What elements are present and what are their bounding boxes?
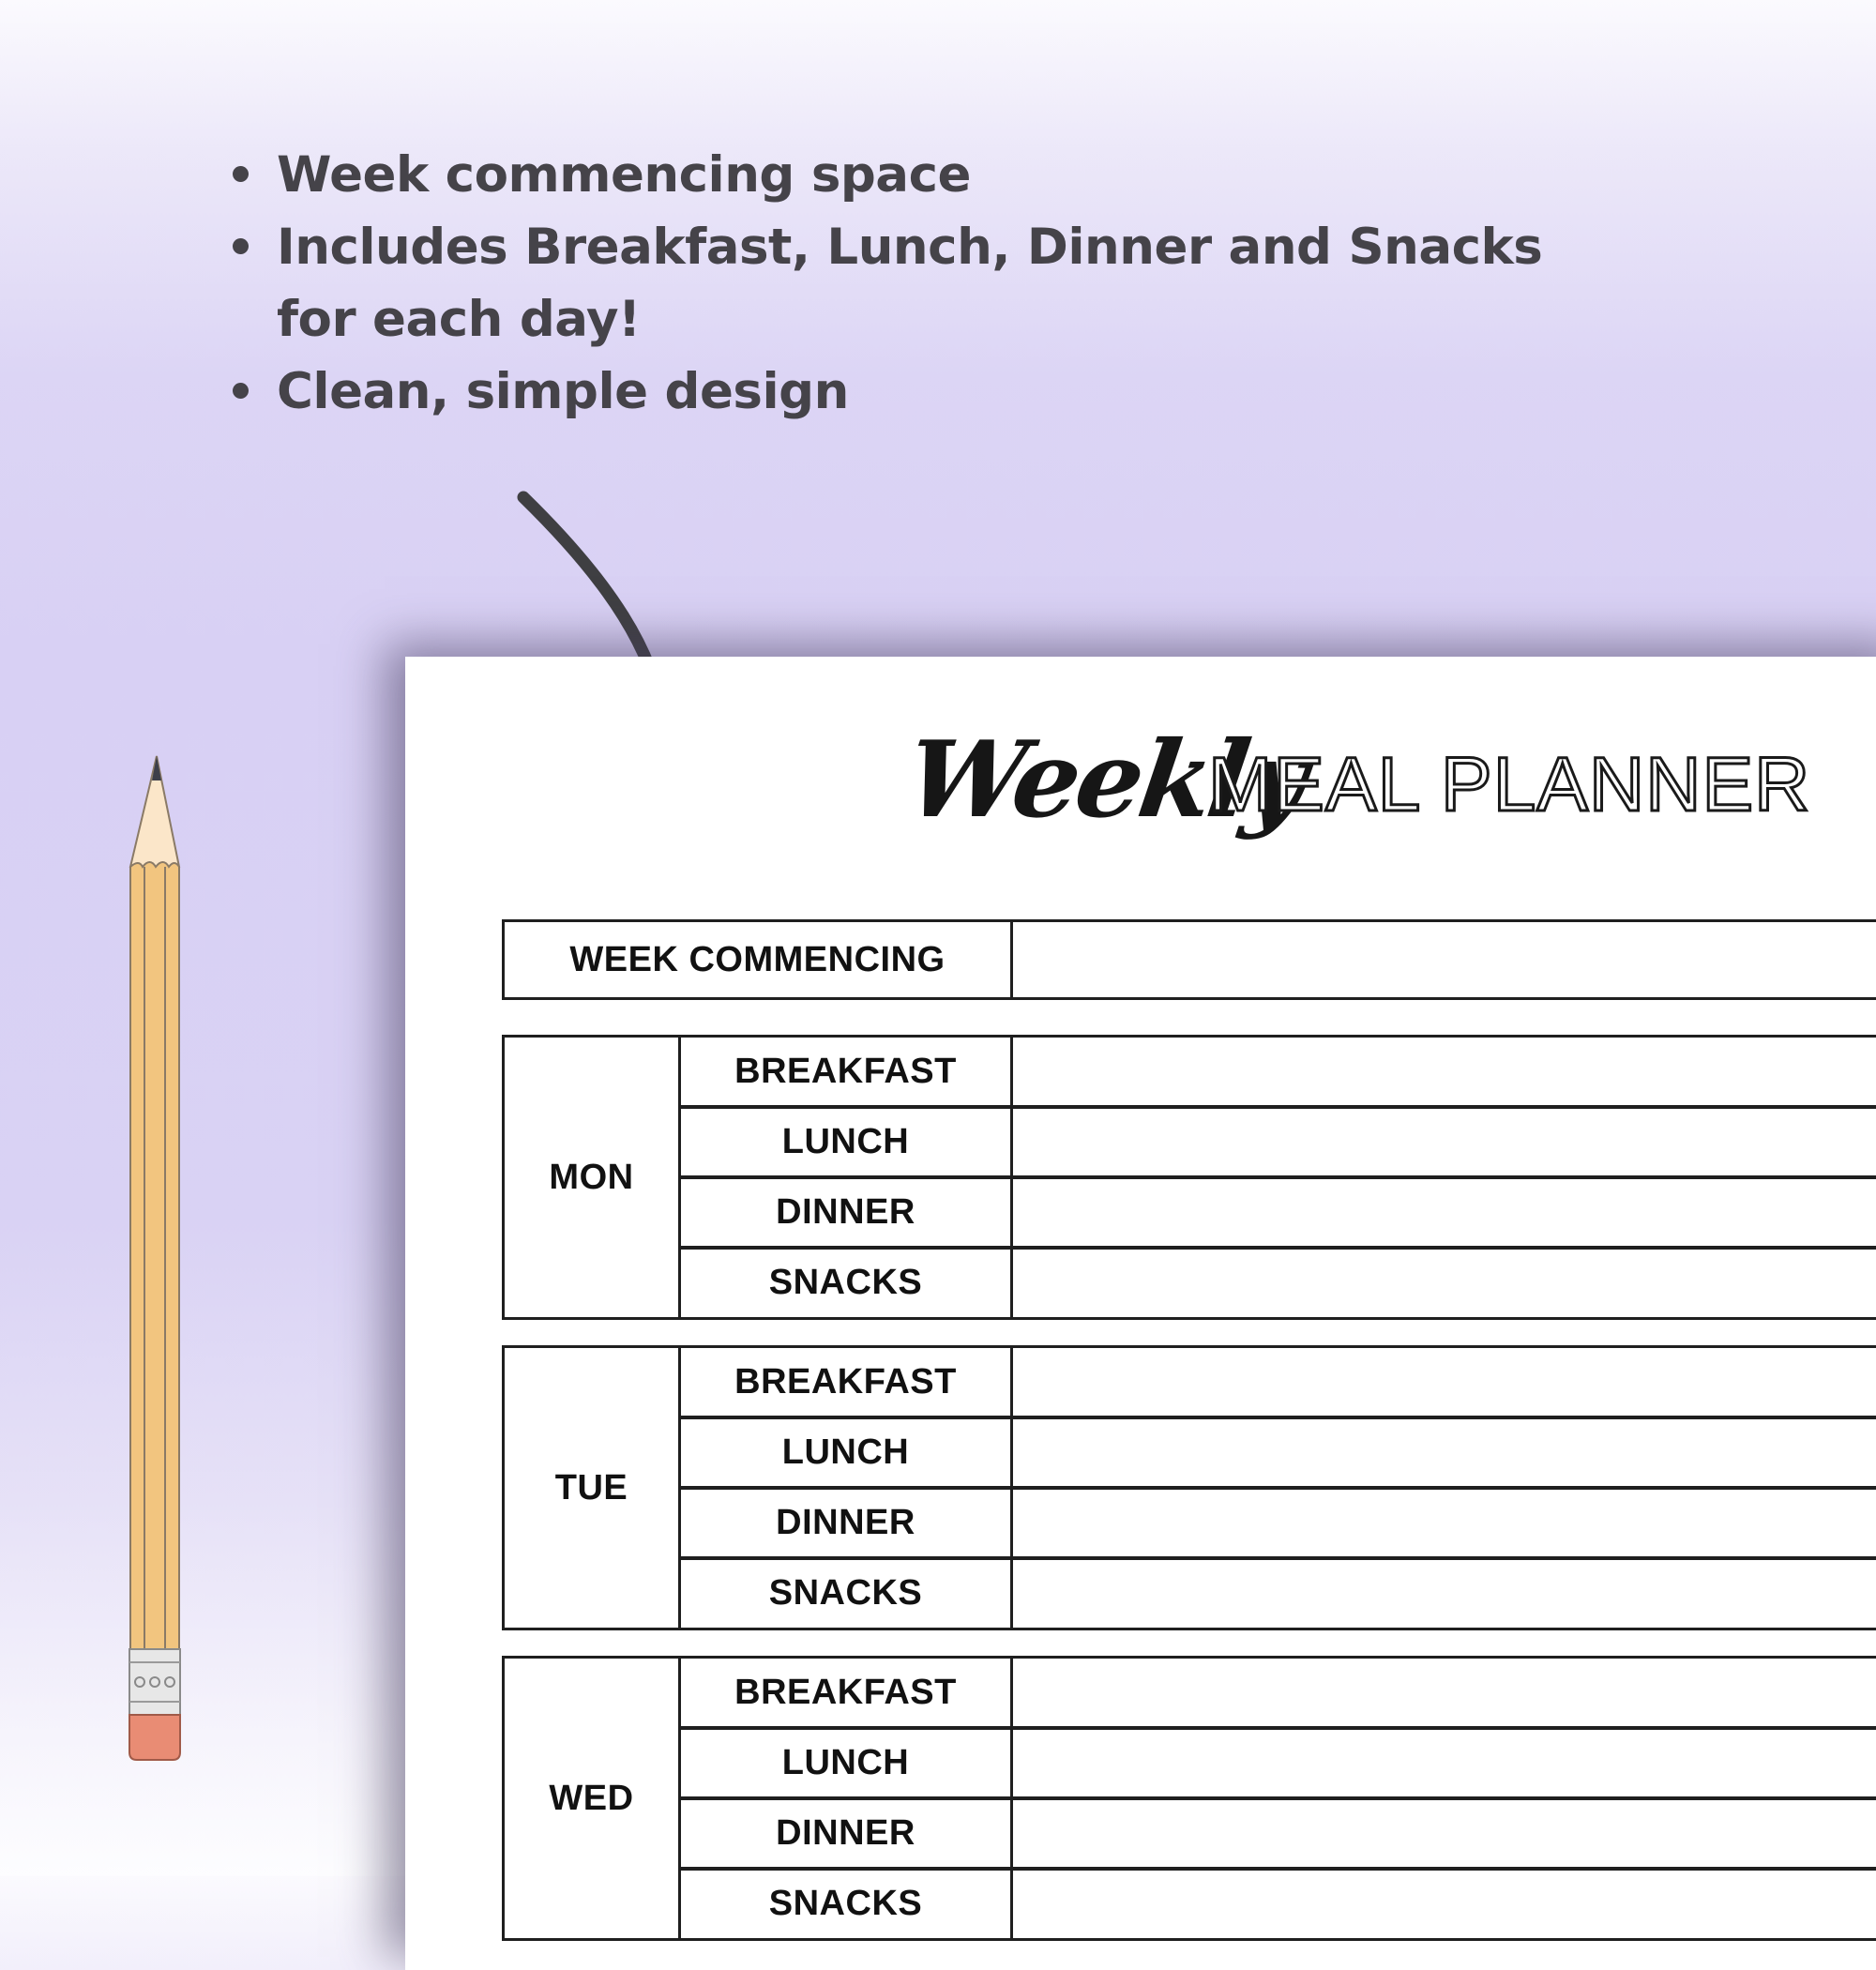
- bullet-dot: [233, 166, 249, 182]
- meal-label: SNACKS: [678, 1246, 1013, 1320]
- bullet-dot: [233, 238, 249, 254]
- day-block-wed: [502, 1656, 1876, 1941]
- feature-text: Week commencing space: [277, 146, 971, 204]
- day-label: TUE: [502, 1345, 681, 1630]
- meal-label: BREAKFAST: [678, 1345, 1013, 1419]
- meal-label: BREAKFAST: [678, 1656, 1013, 1730]
- meal-label: DINNER: [678, 1175, 1013, 1250]
- title-main: MEAL PLANNER: [1208, 742, 1811, 827]
- meal-entry-field[interactable]: [1010, 1416, 1876, 1490]
- pencil-icon: [122, 750, 188, 1764]
- day-label: WED: [502, 1656, 681, 1941]
- meal-label: BREAKFAST: [678, 1035, 1013, 1109]
- meal-label: DINNER: [678, 1796, 1013, 1871]
- meal-entry-field[interactable]: [1010, 1486, 1876, 1560]
- meal-entry-field[interactable]: [1010, 1105, 1876, 1179]
- bullet-dot: [233, 383, 249, 399]
- meal-label: SNACKS: [678, 1867, 1013, 1941]
- feature-item: [230, 211, 1637, 356]
- meal-entry-field[interactable]: [1010, 1796, 1876, 1871]
- meal-entry-field[interactable]: [1010, 1556, 1876, 1630]
- feature-item: [230, 356, 1637, 428]
- day-label: MON: [502, 1035, 681, 1320]
- meal-label: LUNCH: [678, 1416, 1013, 1490]
- week-commencing-label: WEEK COMMENCING: [502, 919, 1013, 1000]
- feature-item: [230, 139, 1637, 211]
- day-block-tue: [502, 1345, 1876, 1630]
- meal-label: DINNER: [678, 1486, 1013, 1560]
- title-script: Weekly: [899, 719, 1311, 841]
- meal-entry-field[interactable]: [1010, 1175, 1876, 1250]
- meal-entry-field[interactable]: [1010, 1035, 1876, 1109]
- meal-label: LUNCH: [678, 1105, 1013, 1179]
- meal-entry-field[interactable]: [1010, 1656, 1876, 1730]
- day-block-mon: [502, 1035, 1876, 1320]
- meal-label: LUNCH: [678, 1726, 1013, 1800]
- week-commencing-field[interactable]: [1010, 919, 1876, 1000]
- feature-text: Clean, simple design: [277, 363, 849, 420]
- meal-entry-field[interactable]: [1010, 1867, 1876, 1941]
- feature-list: [230, 139, 1637, 428]
- planner-sheet: [405, 657, 1876, 1970]
- meal-label: SNACKS: [678, 1556, 1013, 1630]
- meal-entry-field[interactable]: [1010, 1726, 1876, 1800]
- meal-entry-field[interactable]: [1010, 1246, 1876, 1320]
- meal-entry-field[interactable]: [1010, 1345, 1876, 1419]
- feature-text: Includes Breakfast, Lunch, Dinner and Snacks for each day!: [277, 219, 1543, 348]
